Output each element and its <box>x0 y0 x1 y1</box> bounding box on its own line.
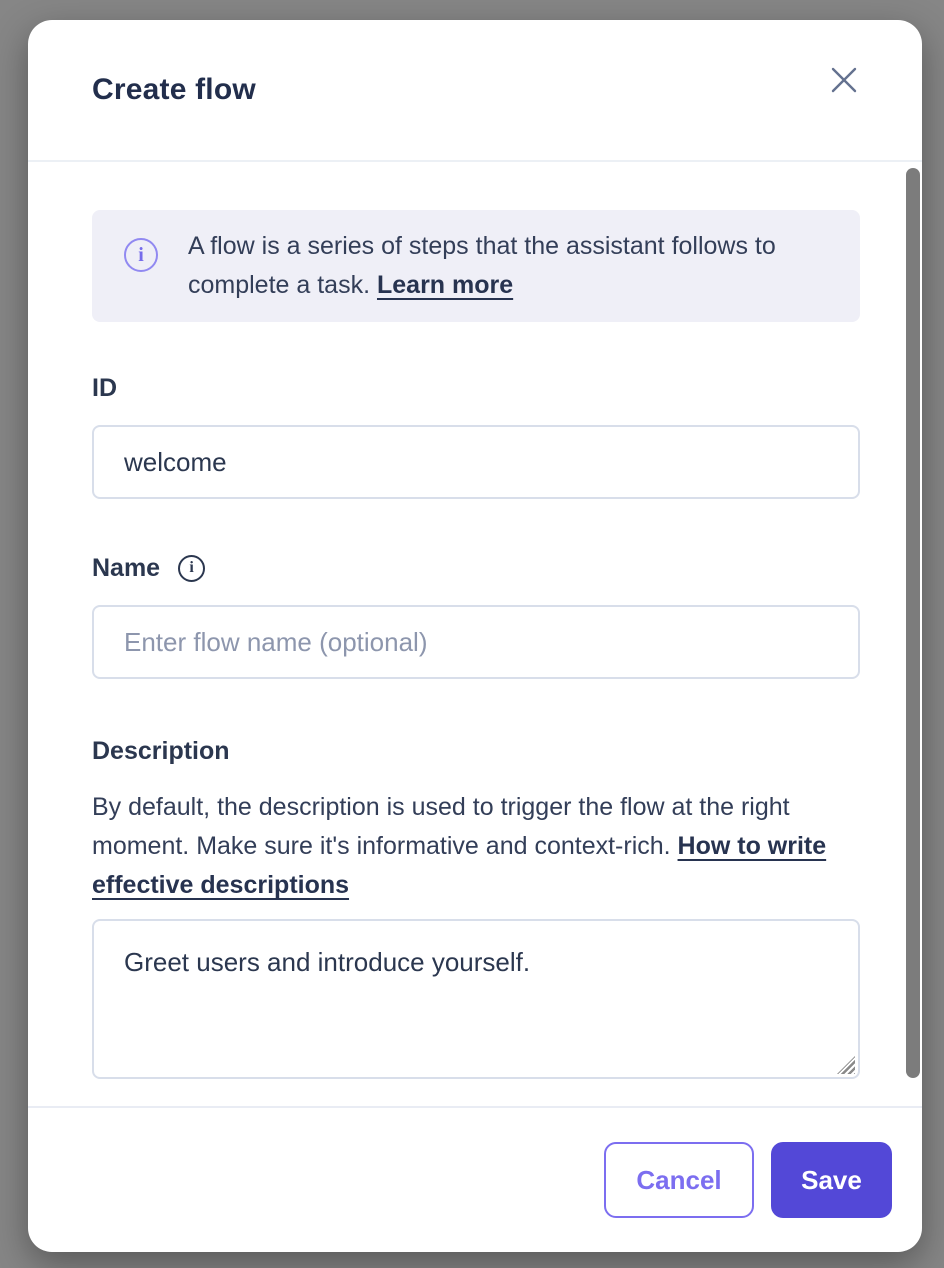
scrollbar-thumb[interactable] <box>906 168 920 1078</box>
create-flow-modal <box>28 20 922 1252</box>
name-field-section <box>92 553 860 679</box>
name-input[interactable] <box>92 605 860 679</box>
description-field-section <box>92 736 860 1079</box>
info-banner <box>92 210 860 322</box>
close-icon <box>829 65 859 98</box>
info-banner-message: A flow is a series of steps that the assistant follows to complete a task. <box>188 232 776 299</box>
close-button[interactable] <box>822 59 866 103</box>
description-textarea[interactable] <box>92 919 860 1079</box>
modal-body <box>28 162 922 1106</box>
learn-more-link[interactable]: Learn more <box>376 271 514 299</box>
name-label-row <box>92 553 860 583</box>
modal-title: Create flow <box>92 73 256 106</box>
id-field-section <box>92 373 860 499</box>
description-textarea-wrap <box>92 919 860 1079</box>
description-helper-message: By default, the description is used to trigger the flow at the right moment. Make sure it's informative and context-rich. <box>92 793 790 860</box>
modal-footer <box>28 1106 922 1252</box>
modal-header <box>28 20 922 162</box>
name-field-label: Name <box>92 554 161 582</box>
info-banner-text <box>188 227 828 305</box>
info-circle-icon: i <box>124 238 158 272</box>
description-field-label: Description <box>92 737 230 765</box>
id-field-label: ID <box>92 374 117 402</box>
effective-descriptions-link[interactable]: How to write effective descriptions <box>92 832 827 899</box>
description-helper-text <box>92 788 860 905</box>
id-input[interactable] <box>92 425 860 499</box>
name-info-icon[interactable]: i <box>178 555 205 582</box>
cancel-button[interactable]: Cancel <box>604 1142 754 1218</box>
save-button[interactable]: Save <box>771 1142 892 1218</box>
